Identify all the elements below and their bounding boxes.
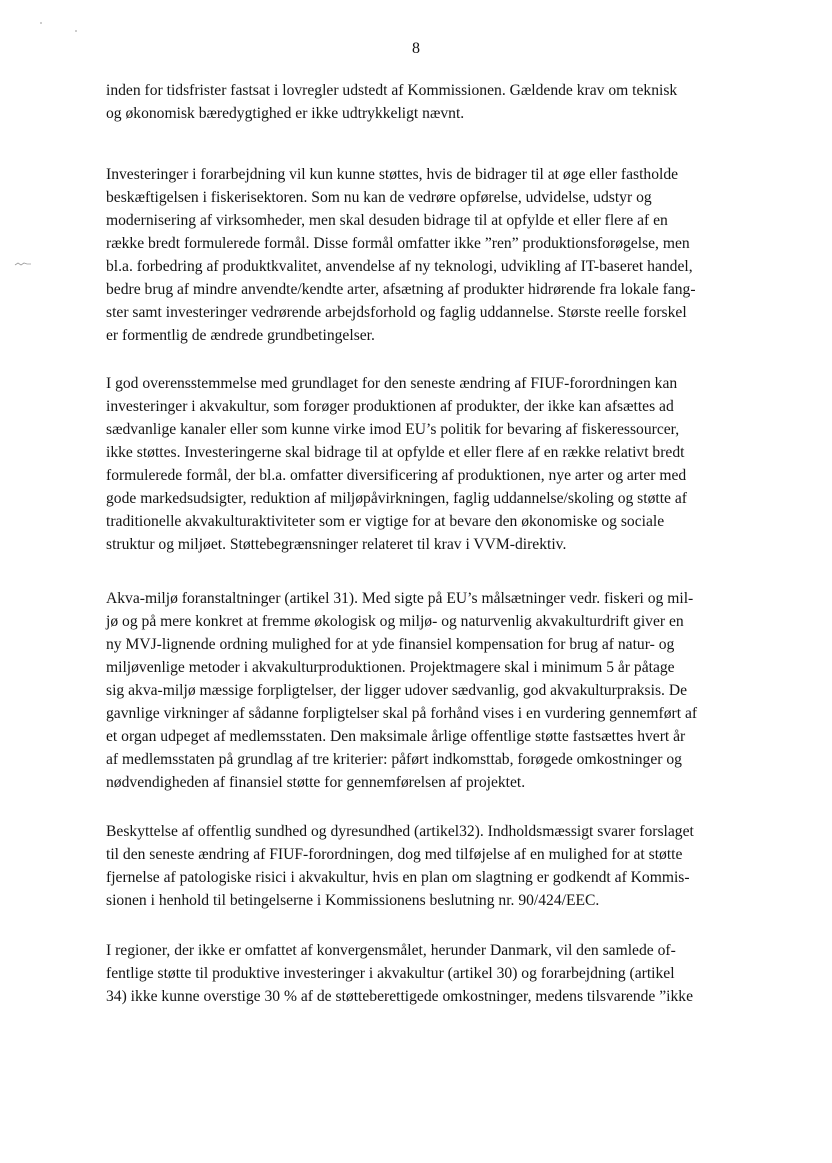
text-line: sædvanlige kanaler eller som kunne virke imod EU’s politik for bevaring af fiskeressourcer, — [106, 421, 680, 438]
scan-speck — [40, 22, 42, 24]
text-line: fentlige støtte til produktive investeringer i akvakultur (artikel 30) og forarbejdning (artikel — [106, 965, 675, 982]
text-line: formulerede formål, der bl.a. omfatter diversificering af produktionen, nye arter og arter med — [106, 467, 687, 484]
page-number: 8 — [412, 40, 420, 57]
paragraph-3 — [106, 372, 687, 556]
text-line: gode markedsudsigter, reduktion af miljøpåvirkningen, faglig uddannelse/skoling og støtte af — [106, 490, 687, 507]
text-line: modernisering af virksomheder, men skal desuden bidrage til at opfylde et eller flere af en — [106, 212, 668, 229]
text-line: struktur og miljøet. Støttebegrænsninger relateret til krav i VVM-direktiv. — [106, 536, 567, 553]
paragraph-2 — [106, 163, 696, 347]
text-line: miljøvenlige metoder i akvakulturproduktionen. Projektmagere skal i minimum 5 år påtage — [106, 659, 675, 676]
text-line: bedre brug af mindre anvendte/kendte arter, afsætning af produkter hidrørende fra lokale fang- — [106, 281, 696, 298]
text-line: af medlemsstaten på grundlag af tre kriterier: påført indkomsttab, forøgede omkostninger og — [106, 751, 682, 768]
text-line: traditionelle akvakulturaktiviteter som er vigtige for at bevare den økonomiske og sociale — [106, 513, 665, 530]
text-line: gavnlige virkninger af sådanne forpligtelser skal på forhånd vises i en vurdering gennemført af — [106, 705, 698, 722]
text-line: I regioner, der ikke er omfattet af konvergensmålet, herunder Danmark, vil den samlede of- — [106, 942, 676, 959]
text-line: et organ udpeget af medlemsstaten. Den maksimale årlige offentlige støtte fastsættes hvert år — [106, 728, 686, 745]
text-line: jø og på mere konkret at fremme økologisk og miljø- og naturvenlig akvakulturdrift giver en — [106, 613, 684, 630]
text-line: investeringer i akvakultur, som forøger produktionen af produkter, der ikke kan afsættes ad — [106, 398, 674, 415]
text-line: bl.a. forbedring af produktkvalitet, anvendelse af ny teknologi, udvikling af IT-baseret handel, — [106, 258, 693, 275]
paragraph-5 — [106, 820, 694, 912]
text-line: inden for tidsfrister fastsat i lovregler udstedt af Kommissionen. Gældende krav om teknisk — [106, 82, 678, 99]
text-line: nødvendigheden af finansiel støtte for gennemførelsen af projektet. — [106, 774, 526, 791]
text-line: til den seneste ændring af FIUF-forordningen, dog med tilføjelse af en mulighed for at støtte — [106, 846, 683, 863]
margin-scribble — [14, 262, 32, 266]
text-line: Investeringer i forarbejdning vil kun kunne støttes, hvis de bidrager til at øge eller fastholde — [106, 166, 679, 183]
text-line: ny MVJ-lignende ordning mulighed for at yde finansiel kompensation for brug af natur- og — [106, 636, 675, 653]
paragraph-4 — [106, 587, 697, 794]
text-line: I god overensstemmelse med grundlaget for den seneste ændring af FIUF-forordningen kan — [106, 375, 678, 392]
text-line: Beskyttelse af offentlig sundhed og dyresundhed (artikel32). Indholdsmæssigt svarer forslaget — [106, 823, 694, 840]
text-line: sionen i henhold til betingelserne i Kommissionens beslutning nr. 90/424/EEC. — [106, 892, 600, 909]
text-line: og økonomisk bæredygtighed er ikke udtrykkeligt nævnt. — [106, 105, 465, 122]
text-line: 34) ikke kunne overstige 30 % af de støtteberettigede omkostninger, medens tilsvarende ”ikke — [106, 988, 693, 1005]
text-line: sig akva-miljø mæssige forpligtelser, der ligger udover sædvanlig, god akvakulturpraksis. De — [106, 682, 687, 699]
text-line: Akva-miljø foranstaltninger (artikel 31). Med sigte på EU’s målsætninger vedr. fiskeri og mil- — [106, 590, 694, 607]
paragraph-1 — [106, 79, 677, 125]
text-line: ster samt investeringer vedrørende arbejdsforhold og faglig uddannelse. Største reelle forskel — [106, 304, 687, 321]
scan-speck — [75, 30, 77, 32]
text-line: beskæftigelsen i fiskerisektoren. Som nu kan de vedrøre opførelse, udvidelse, udstyr og — [106, 189, 652, 206]
text-line: ikke støttes. Investeringerne skal bidrage til at opfylde et eller flere af en række relativt bredt — [106, 444, 685, 461]
text-line: er formentlig de ændrede grundbetingelser. — [106, 327, 375, 344]
text-line: fjernelse af patologiske risici i akvakultur, hvis en plan om slagtning er godkendt af Kommis- — [106, 869, 690, 886]
text-line: række bredt formulerede formål. Disse formål omfatter ikke ”ren” produktionsforøgelse, men — [106, 235, 690, 252]
paragraph-6 — [106, 939, 693, 1008]
